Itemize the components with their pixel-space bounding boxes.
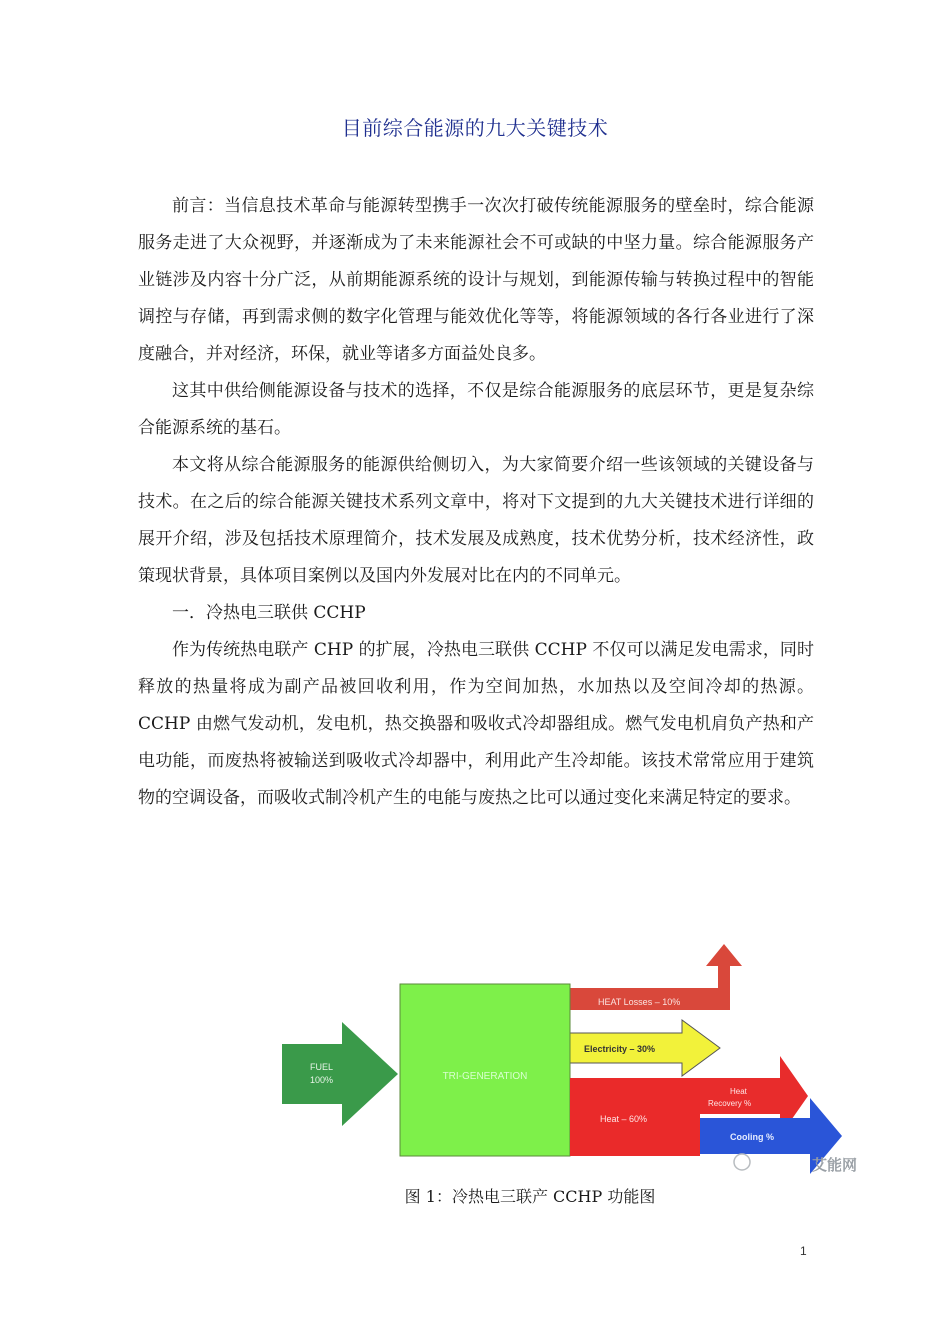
figure-caption: 图 1：冷热电三联产 CCHP 功能图 (404, 1187, 656, 1206)
watermark-label: 艾能网 (812, 1156, 858, 1174)
tri-generation-block (400, 984, 570, 1156)
cchp-diagram (280, 938, 858, 1178)
electricity-label: Electricity – 30% (584, 1044, 656, 1054)
heat-recovery-label-line1: Heat (730, 1087, 747, 1096)
paragraph-supply-side: 这其中供给侧能源设备与技术的选择，不仅是综合能源服务的底层环节，更是复杂综合能源系统的基石。 (138, 381, 814, 438)
watermark-icon (734, 1154, 750, 1170)
document-title: 目前综合能源的九大关键技术 (341, 116, 609, 140)
paragraph-intro: 本文将从综合能源服务的能源供给侧切入，为大家简要介绍一些该领域的关键设备与技术。在之后的综合能源关键技术系列文章中，将对下文提到的九大关键技术进行详细的展开介绍，涉及包括技术原理简介，技术发展及成熟度，技术优势分析，技术经济性，政策现状背景，具体项目案例以及国内外发展对比在内的不同单元。 (138, 455, 814, 586)
document-body (138, 188, 814, 817)
fuel-label-line1: FUEL (310, 1062, 334, 1072)
heat-recovery-label-line2: Recovery % (708, 1099, 752, 1108)
page-number: 1 (800, 1244, 807, 1258)
tri-generation-label: TRI-GENERATION (442, 1071, 528, 1082)
cchp-diagram-svg (280, 938, 858, 1178)
paragraph-cchp: 作为传统热电联产 CHP 的扩展，冷热电三联供 CCHP 不仅可以满足发电需求，同时释放的热量将成为副产品被回收利用，作为空间加热，水加热以及空间冷却的热源。CCHP 由燃气发动机，发电机，热交换器和吸收式冷却器组成。燃气发电机肩负产热和产电功能，而废热将被输送到吸收式冷却器中，利用此产生冷却能。该技术常常应用于建筑物的空调设备，而吸收式制冷机产生的电能与废热之比可以通过变化来满足特定的要求。 (138, 640, 814, 808)
paragraph-preface: 前言：当信息技术革命与能源转型携手一次次打破传统能源服务的壁垒时，综合能源服务走进了大众视野，并逐渐成为了未来能源社会不可或缺的中坚力量。综合能源服务产业链涉及内容十分广泛，从前期能源系统的设计与规划，到能源传输与转换过程中的智能调控与存储，再到需求侧的数字化管理与能效优化等等，将能源领域的各行各业进行了深度融合，并对经济，环保，就业等诸多方面益处良多。 (138, 196, 814, 364)
heat-losses-label: HEAT Losses – 10% (598, 997, 681, 1007)
heat-label: Heat – 60% (600, 1114, 648, 1124)
cooling-label: Cooling % (730, 1132, 774, 1142)
section-heading-cchp: 一．冷热电三联供 CCHP (172, 603, 366, 623)
fuel-label-line2: 100% (310, 1075, 334, 1085)
fuel-arrow (282, 1022, 398, 1126)
